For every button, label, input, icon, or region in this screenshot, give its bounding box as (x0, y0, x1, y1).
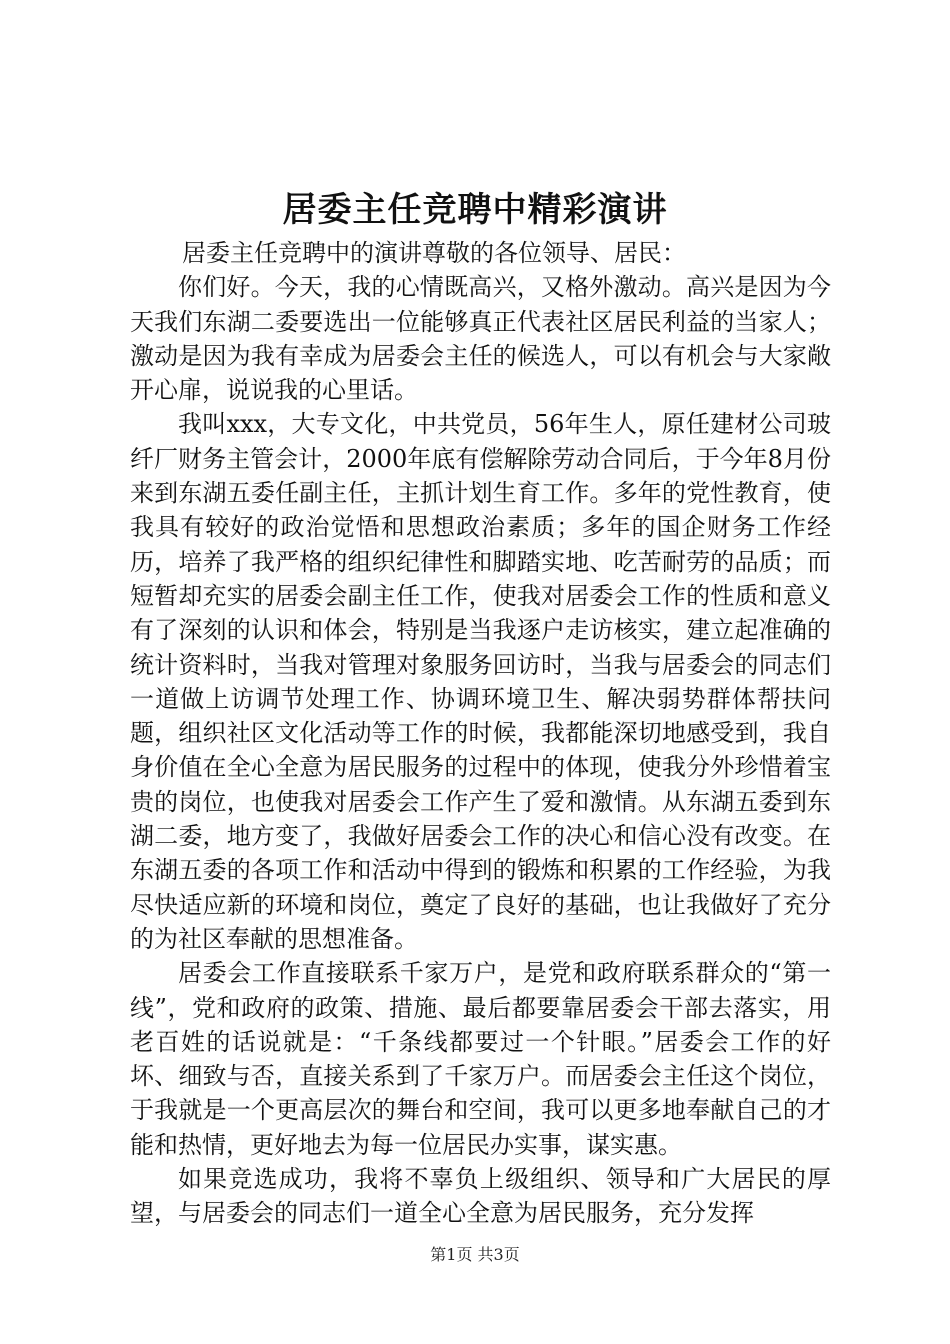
page-footer: 第1页 共3页 (430, 1245, 520, 1264)
paragraph-salutation: 居委主任竞聘中的演讲尊敬的各位领导、居民： (182, 239, 686, 267)
paragraph-self-introduction: 我叫xxx，大专文化，中共党员，56年生人，原任建材公司玻纤厂财务主管会计，2000年底有偿解除劳动合同后，于今年8月份来到东湖五委任副主任，主抓计划生育工作。多年的党性教育，使我具有较好的政治觉悟和思想政治素质；多年的国企财务工作经历，培养了我严格的组织纪律性和脚踏实地、吃苦耐劳的品质；而短暂却充实的居委会副主任工作，使我对居委会工作的性质和意义有了深刻的认识和体会，特别是当我逐户走访核实，建立起准确的统计资料时，当我对管理对象服务回访时，当我与居委会的同志们一道做上访调节处理工作、协调环境卫生、解决弱势群体帮扶问题，组织社区文化活动等工作的时候，我都能深切地感受到，我自身价值在全心全意为居民服务的过程中的体现，使我分外珍惜着宝贵的岗位，也使我对居委会工作产生了爱和激情。从东湖五委到东湖二委，地方变了，我做好居委会工作的决心和信心没有改变。在东湖五委的各项工作和活动中得到的锻炼和积累的工作经验，为我尽快适应新的环境和岗位，奠定了良好的基础，也让我做好了充分的为社区奉献的思想准备。 (130, 410, 831, 953)
paragraph-commitment: 如果竞选成功，我将不辜负上级组织、领导和广大居民的厚望，与居委会的同志们一道全心全意为居民服务，充分发挥 (130, 1165, 831, 1228)
paragraph-committee-role: 居委会工作直接联系千家万户，是党和政府联系群众的“第一线”，党和政府的政策、措施、最后都要靠居委会干部去落实，用老百姓的话说就是：“千条线都要过一个针眼。”居委会工作的好坏、细致与否，直接关系到了千家万户。而居委会主任这个岗位，于我就是一个更高层次的舞台和空间，我可以更多地奉献自己的才能和热情，更好地去为每一位居民办实事，谋实惠。 (130, 959, 831, 1159)
paragraph-greeting: 你们好。今天，我的心情既高兴，又格外激动。高兴是因为今天我们东湖二委要选出一位能够真正代表社区居民利益的当家人；激动是因为我有幸成为居委会主任的候选人，可以有机会与大家敞开心扉，说说我的心里话。 (130, 273, 831, 405)
document-body (130, 236, 831, 1231)
page-title: 居委主任竞聘中精彩演讲 (282, 190, 668, 230)
